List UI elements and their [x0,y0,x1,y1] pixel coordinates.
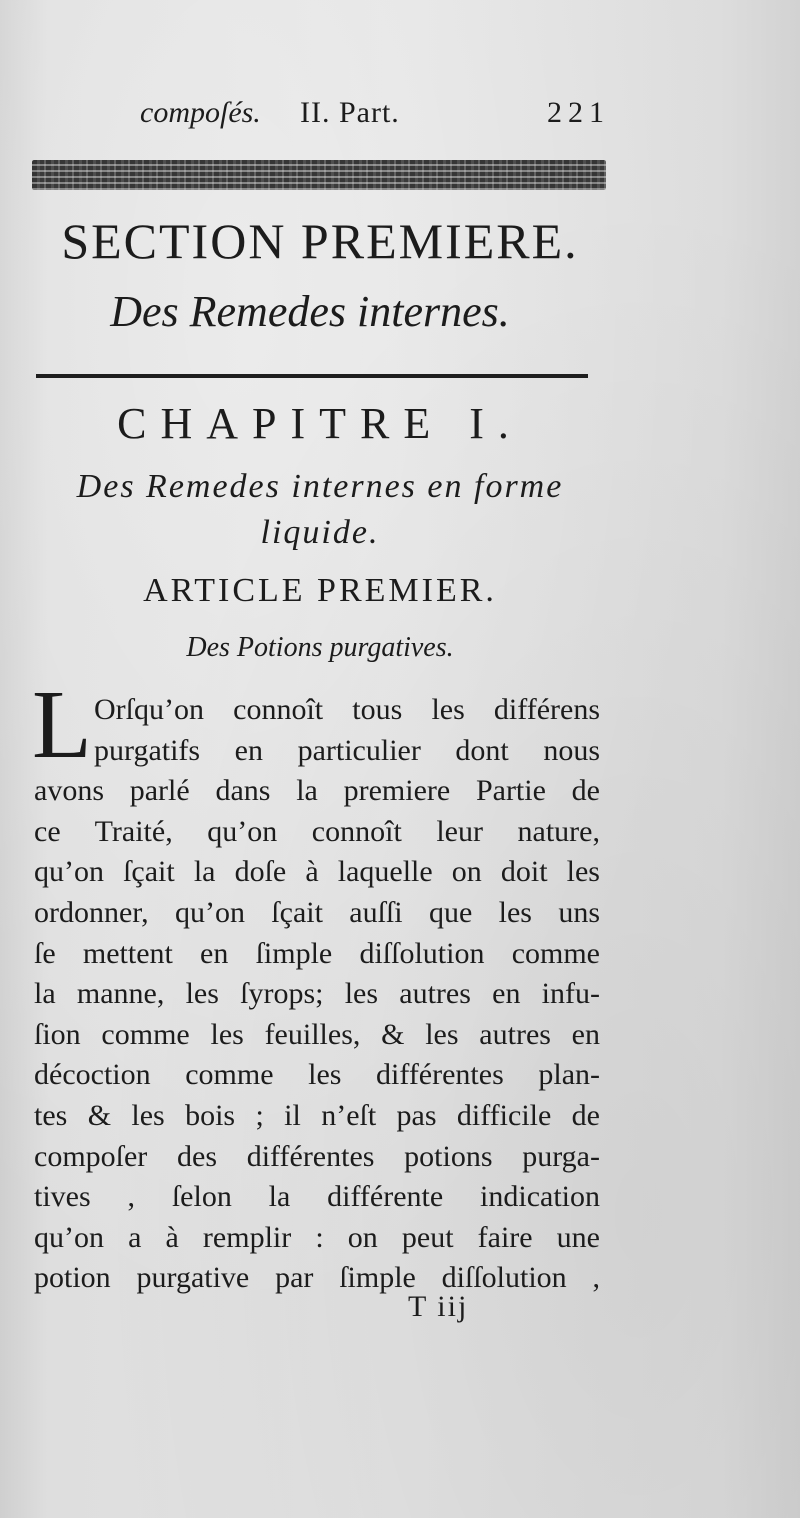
text-line: Orſqu’on connoît tous les différens [94,693,600,726]
text-line: tes & les bois ; il n’eſt pas difficile de [34,1098,600,1132]
running-head [140,96,610,140]
text-line: avons parlé dans la premiere Partie de [34,774,600,808]
page-number: 221 [547,96,610,129]
body-paragraph [34,690,600,1299]
horizontal-rule [36,374,588,378]
chapter-title: CHAPITRE I. [117,399,523,448]
chapter-subtitle [30,464,610,556]
printer-ornament-band [32,160,606,190]
text-line: tives , ſelon la différente indication [34,1180,600,1214]
text-line: ſion comme les feuilles, & les autres en [34,1017,600,1051]
drop-cap: L [32,671,92,779]
section-subtitle: Des Remedes internes. [110,287,510,336]
text-line: ſe mettent en ſimple diſſolution comme [34,936,600,970]
running-head-title: compoſés. [140,96,261,129]
text-line: qu’on a à remplir : on peut faire une [34,1220,600,1254]
text-line: potion purgative par ſimple diſſolution , [34,1261,600,1295]
signature-mark: T iij [408,1290,469,1323]
section-title: SECTION PREMIERE. [61,213,579,269]
text-line: décoction comme les différentes plan- [34,1058,600,1092]
text-line: compoſer des différentes potions purga- [34,1139,600,1173]
chapter-subtitle-line-2: liquide. [260,514,380,551]
article-subtitle: Des Potions purgatives. [186,632,454,663]
text-line: ce Traité, qu’on connoît leur nature, [34,814,600,848]
text-line: la manne, les ſyrops; les autres en infu- [34,977,600,1011]
chapter-subtitle-line-1: Des Remedes internes en forme [76,468,564,505]
text-line: qu’on ſçait la doſe à laquelle on doit les [34,855,600,889]
running-head-part: II. Part. [300,96,400,129]
text-line: purgatifs en particulier dont nous [94,733,600,767]
article-title: ARTICLE PREMIER. [143,572,497,609]
text-line: ordonner, qu’on ſçait auſſi que les uns [34,895,600,929]
